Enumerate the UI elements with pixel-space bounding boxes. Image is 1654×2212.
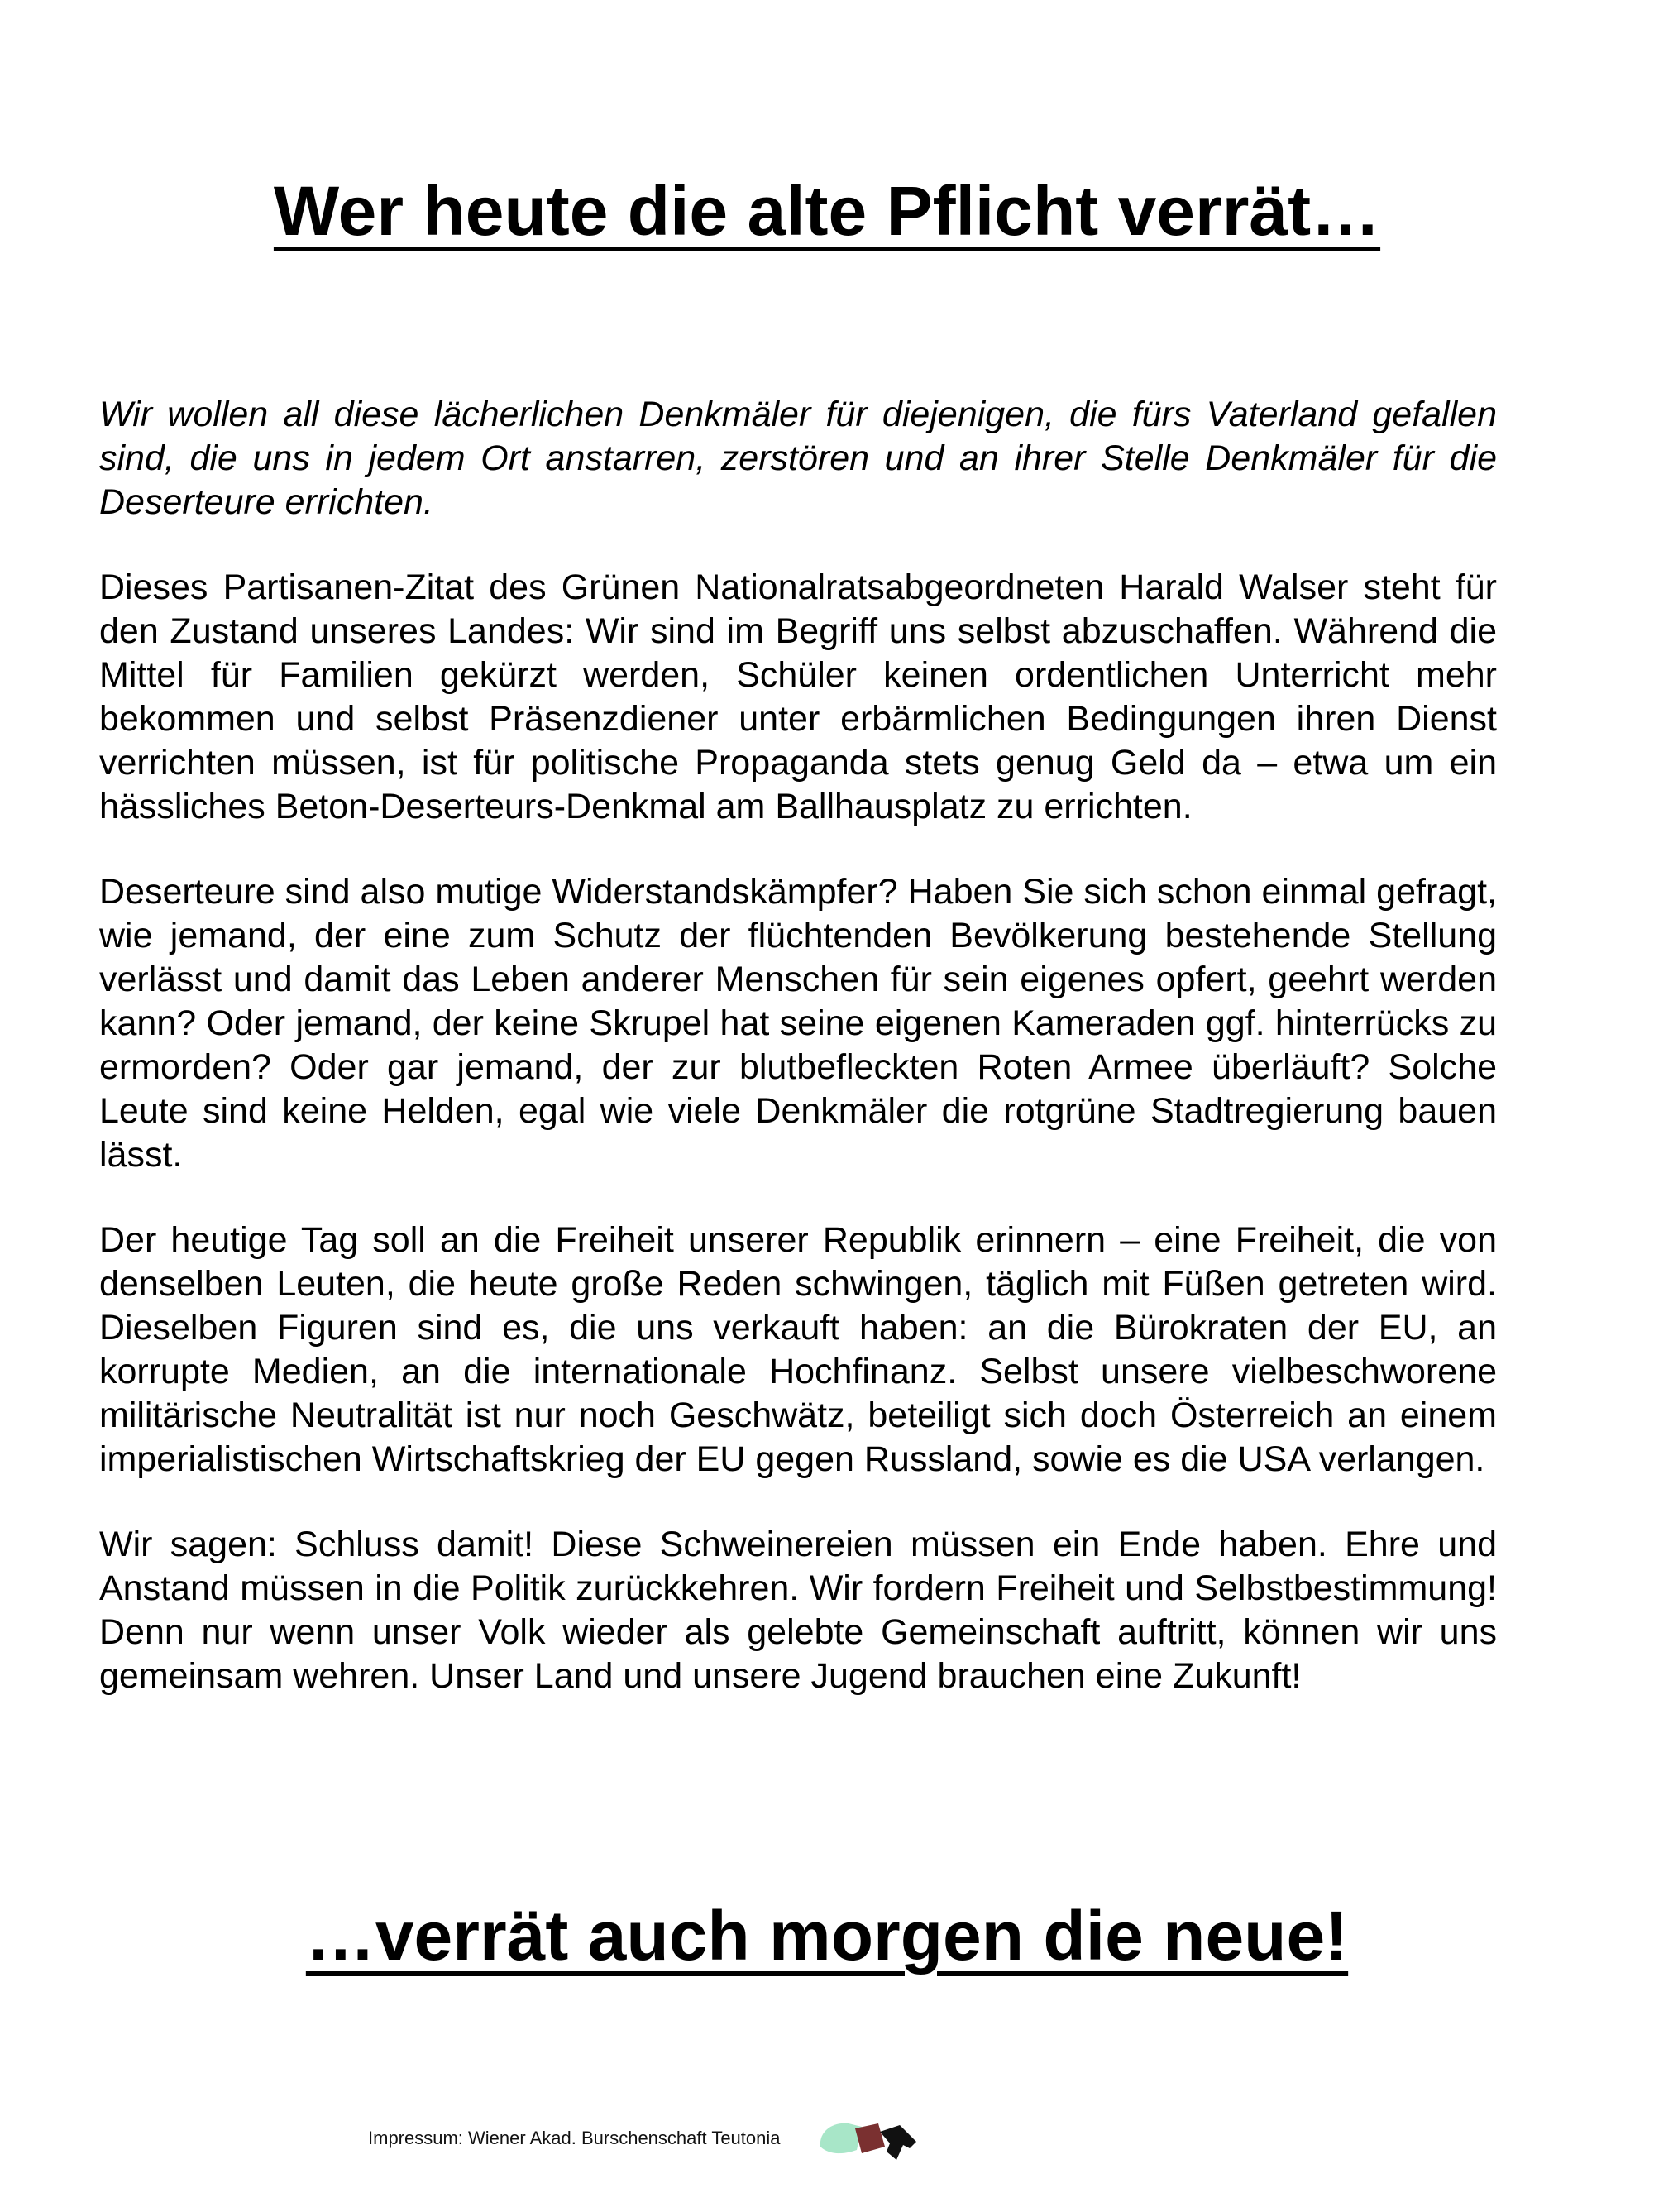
paragraph-2: Dieses Partisanen-Zitat des Grünen Nationalratsabgeordneten Harald Walser steht für den Zustand unseres Landes: Wir sind im Begriff uns selbst abzuschaffen. Während die Mittel für Familien gekürzt werden, Schüler keinen ordentlichen Unterricht mehr bekommen und selbst Präsenzdiener unter erbärmlichen Bedingungen ihren Dienst verrichten müssen, ist für politische Propaganda stets genug Geld da – etwa um ein hässliches Beton-Deserteurs-Denkmal am Ballhausplatz zu errichten.	[99, 567, 1497, 826]
headline-top-text: Wer heute die alte Pflicht verrät…	[273, 172, 1381, 250]
paragraph-3: Deserteure sind also mutige Widerstandskämpfer? Haben Sie sich schon einmal gefragt, wie jemand, der eine zum Schutz der flüchtenden Bevölkerung bestehende Stellung verlässt und damit das Leben anderer Menschen für sein eigenes opfert, geehrt werden kann? Oder jemand, der keine Skrupel hat seine eigenen Kameraden ggf. hinterrücks zu ermorden? Oder gar jemand, der zur blutbefleckten Roten Armee überläuft? Solche Leute sind keine Helden, egal wie viele Denkmäler die rotgrüne Stadtregierung bauen lässt.	[99, 872, 1497, 1175]
paragraph-5: Wir sagen: Schluss damit! Diese Schweinereien müssen ein Ende haben. Ehre und Anstand müssen in die Politik zurückkehren. Wir fordern Freiheit und Selbstbestimmung! Denn nur wenn unser Volk wieder als gelebte Gemeinschaft auftritt, können wir uns gemeinsam wehren. Unser Land und unsere Jugend brauchen eine Zukunft!	[99, 1525, 1497, 1696]
headline-bottom-text: …verrät auch morgen die neue!	[305, 1897, 1349, 1975]
paragraph-4: Der heutige Tag soll an die Freiheit unserer Republik erinnern – eine Freiheit, die von denselben Leuten, die heute große Reden schwingen, täglich mit Füßen getreten wird. Dieselben Figuren sind es, die uns verkauft haben: an die Bürokraten der EU, an korrupte Medien, an die internationale Hochfinanz. Selbst unsere vielbeschworene militärische Neutralität ist nur noch Geschwätz, beteiligt sich doch Österreich an einem imperialistischen Wirtschaftskrieg der EU gegen Russland, sowie es die USA verlangen.	[99, 1220, 1497, 1479]
footer	[368, 2114, 921, 2163]
imprint-text: Impressum: Wiener Akad. Burschenschaft Teutonia	[368, 2128, 781, 2148]
emblem-icon	[814, 2114, 921, 2163]
headline-top	[0, 170, 1654, 252]
quote-paragraph: Wir wollen all diese lächerlichen Denkmäler für diejenigen, die fürs Vaterland gefallen sind, die uns in jedem Ort anstarren, zerstören und an ihrer Stelle Denkmäler für die Deserteure errichten.	[99, 395, 1497, 522]
body-text	[99, 393, 1497, 1740]
headline-bottom	[0, 1894, 1654, 1977]
